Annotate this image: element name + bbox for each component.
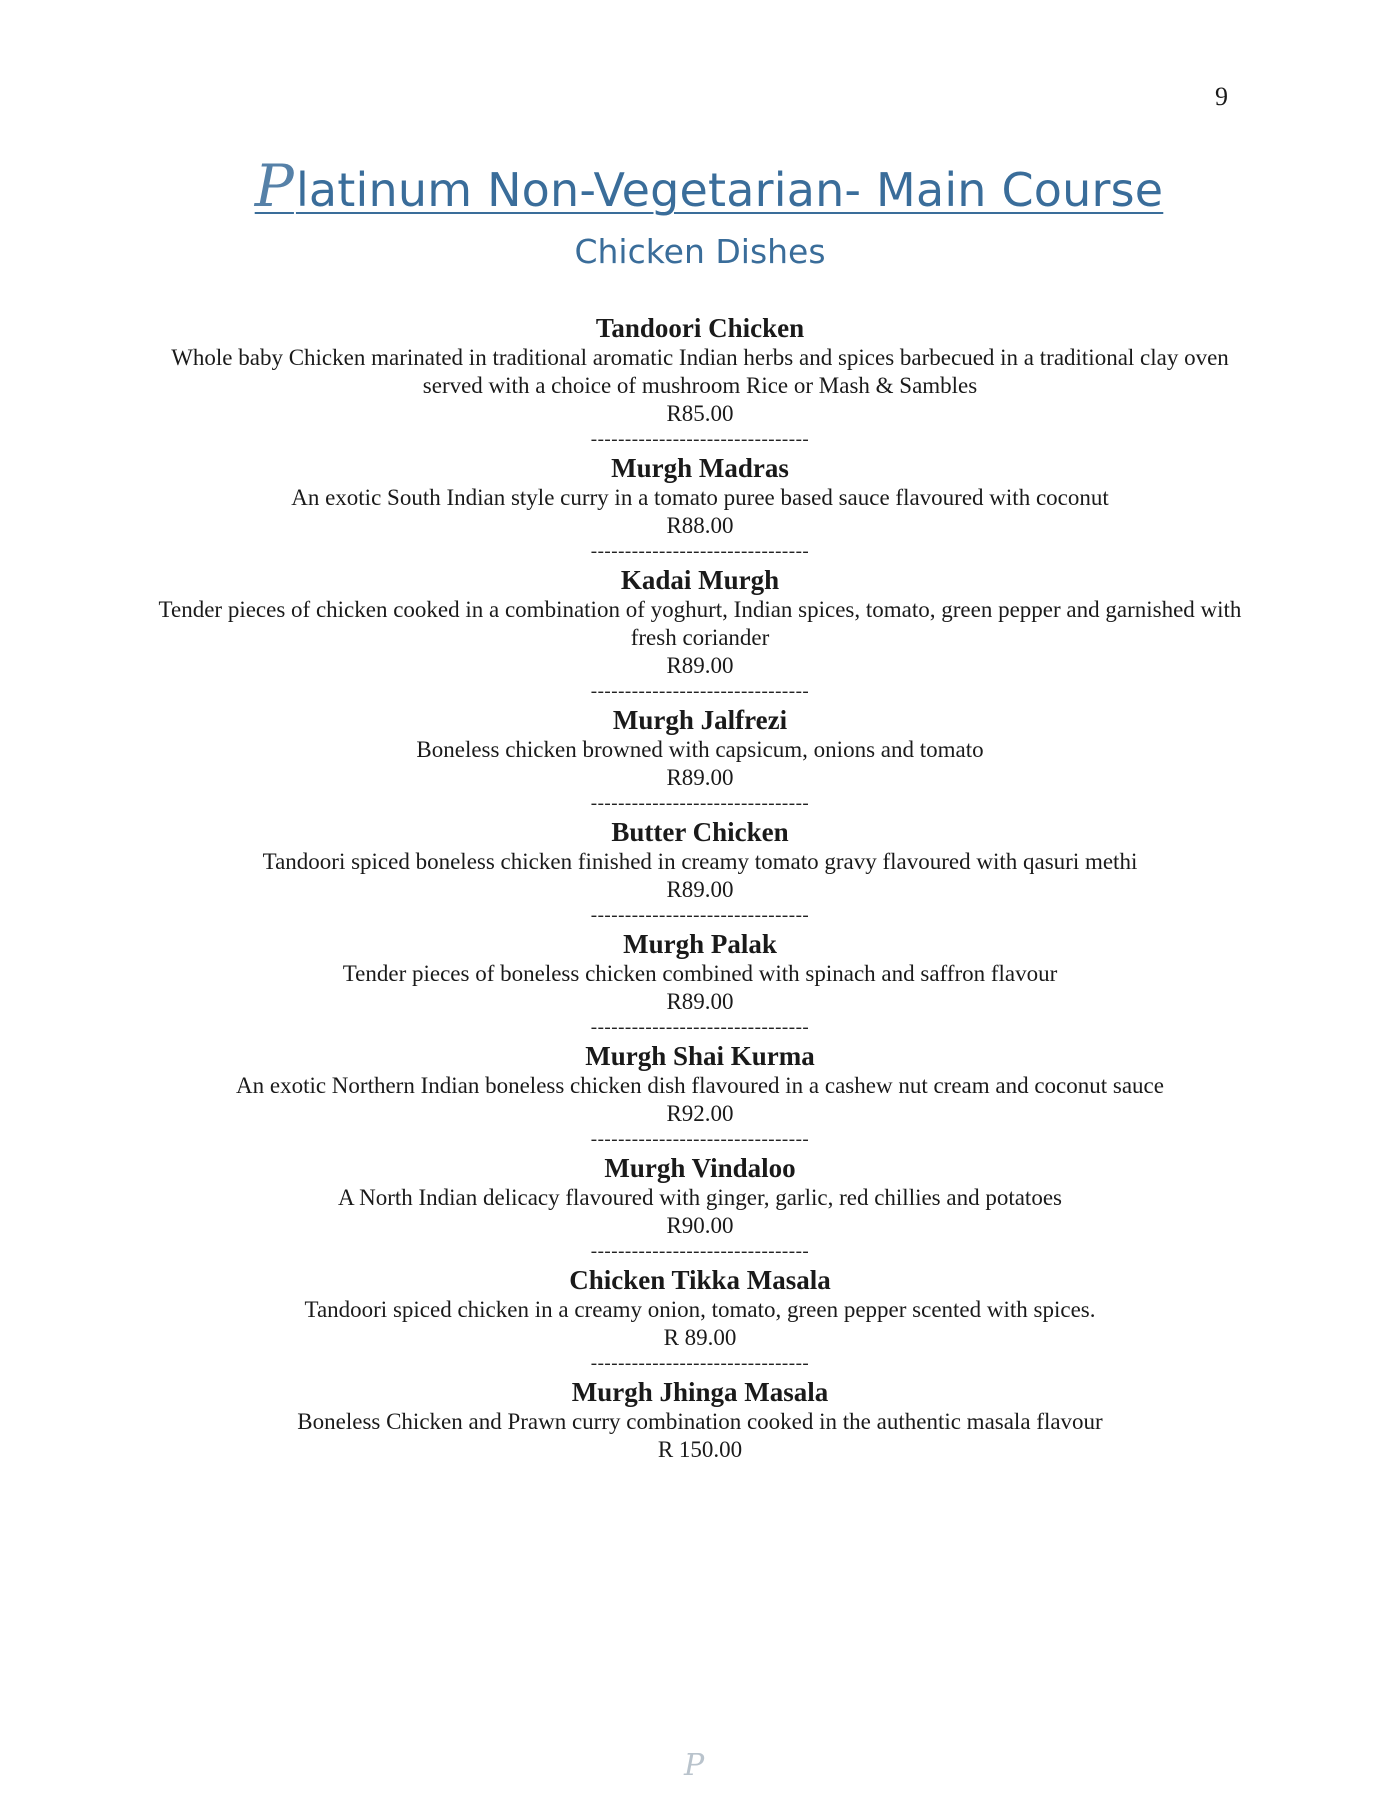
dish-description: Tender pieces of boneless chicken combined with spinach and saffron flavour — [342, 961, 1058, 986]
dish-price: R90.00 — [666, 1213, 734, 1238]
dish-description: An exotic Northern Indian boneless chicken dish flavoured in a cashew nut cream and coconut sauce — [236, 1073, 1164, 1098]
dish-name: Murgh Shai Kurma — [585, 1041, 815, 1071]
divider: -------------------------------- — [590, 905, 810, 926]
dish-name: Chicken Tikka Masala — [569, 1265, 831, 1295]
dish-name: Murgh Jhinga Masala — [571, 1377, 829, 1407]
dish-price: R89.00 — [666, 765, 734, 790]
dish-name: Murgh Vindaloo — [604, 1153, 796, 1183]
dish-description: Boneless chicken browned with capsicum, onions and tomato — [416, 737, 984, 762]
divider: -------------------------------- — [590, 793, 810, 814]
dish-price: R89.00 — [666, 877, 734, 902]
dish-name: Murgh Madras — [611, 453, 789, 483]
title-initial: P — [254, 152, 294, 220]
dish-description: Tender pieces of chicken cooked in a combination of yoghurt, Indian spices, tomato, green pepper and garnished with fresh coriander — [158, 597, 1242, 650]
dish-item — [0, 928, 1400, 1016]
page-number: 9 — [1215, 82, 1228, 111]
dish-name: Butter Chicken — [611, 817, 789, 847]
dish-item — [0, 704, 1400, 792]
dish-name: Tandoori Chicken — [595, 313, 805, 343]
dish-description: Boneless Chicken and Prawn curry combination cooked in the authentic masala flavour — [297, 1409, 1103, 1434]
page-title — [0, 152, 1400, 220]
dish-description: Whole baby Chicken marinated in traditional aromatic Indian herbs and spices barbecued in a traditional clay oven served with a choice of mushroom Rice or Mash & Sambles — [171, 345, 1229, 398]
dish-description: An exotic South Indian style curry in a tomato puree based sauce flavoured with coconut — [291, 485, 1109, 510]
dish-price: R88.00 — [666, 513, 734, 538]
title-text: latinum Non-Vegetarian- Main Course — [295, 163, 1164, 217]
dish-description: Tandoori spiced boneless chicken finished in creamy tomato gravy flavoured with qasuri methi — [262, 849, 1138, 874]
dish-price: R89.00 — [666, 653, 734, 678]
dish-name: Kadai Murgh — [620, 565, 780, 595]
divider: -------------------------------- — [590, 1241, 810, 1262]
dish-price: R89.00 — [666, 989, 734, 1014]
divider: -------------------------------- — [590, 429, 810, 450]
dish-description: A North Indian delicacy flavoured with ginger, garlic, red chillies and potatoes — [338, 1185, 1062, 1210]
dish-item — [0, 312, 1400, 428]
divider: -------------------------------- — [590, 681, 810, 702]
dish-item — [0, 1264, 1400, 1352]
dish-item — [0, 1376, 1400, 1464]
dish-item — [0, 816, 1400, 904]
dish-item — [0, 1152, 1400, 1240]
dish-name: Murgh Jalfrezi — [612, 705, 788, 735]
dish-item — [0, 452, 1400, 540]
divider: -------------------------------- — [590, 1353, 810, 1374]
dish-list — [0, 312, 1400, 1464]
dish-name: Murgh Palak — [623, 929, 777, 959]
dish-description: Tandoori spiced chicken in a creamy onion, tomato, green pepper scented with spices. — [304, 1297, 1096, 1322]
divider: -------------------------------- — [590, 1017, 810, 1038]
divider: -------------------------------- — [590, 541, 810, 562]
footer-logo-mark: P — [684, 1748, 705, 1783]
dish-item — [0, 1040, 1400, 1128]
dish-price: R 150.00 — [657, 1437, 743, 1462]
menu-title — [237, 152, 1164, 220]
dish-price: R 89.00 — [663, 1325, 737, 1350]
dish-price: R92.00 — [666, 1101, 734, 1126]
dish-price: R85.00 — [666, 401, 734, 426]
dish-item — [0, 564, 1400, 680]
divider: -------------------------------- — [590, 1129, 810, 1150]
section-subtitle: Chicken Dishes — [574, 232, 826, 271]
